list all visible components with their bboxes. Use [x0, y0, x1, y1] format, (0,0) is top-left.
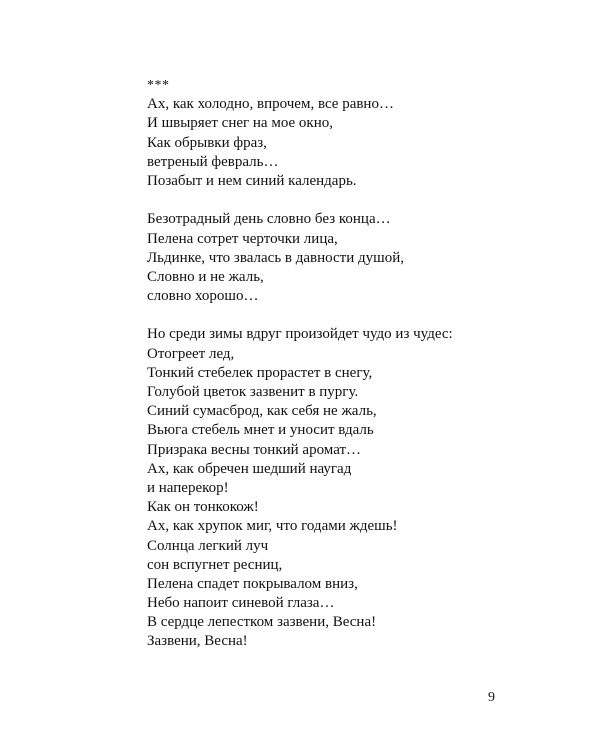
poem-line: Пелена сотрет черточки лица, — [147, 230, 338, 247]
poem-line: Небо напоит синевой глаза… — [147, 595, 335, 612]
poem-line: Как обрывки фраз, — [147, 134, 267, 151]
section-separator: *** — [147, 78, 170, 93]
poem-line: И швыряет снег на мое окно, — [147, 115, 333, 132]
poem-text — [147, 76, 567, 652]
poem-line: Как он тонкокож! — [147, 499, 259, 516]
poem-line: Позабыт и нем синий календарь. — [147, 172, 357, 189]
poem-line: Солнца легкий луч — [147, 537, 269, 554]
poem-line: Тонкий стебелек прорастет в снегу, — [147, 364, 373, 381]
poem-line: Ах, как хрупок миг, что годами ждешь! — [147, 518, 398, 535]
poem-line: Льдинке, что звалась в давности душой, — [147, 249, 404, 266]
poem-line: В сердце лепестком зазвени, Весна! — [147, 614, 377, 631]
poem-line: Ах, как обречен шедший наугад — [147, 460, 352, 477]
poem-line: Отогреет лед, — [147, 345, 235, 362]
poem-line: Безотрадный день словно без конца… — [147, 211, 391, 228]
stanza-3 — [147, 325, 567, 651]
poem-line: Призрака весны тонкий аромат… — [147, 441, 362, 458]
poem-line: Синий сумасброд, как себя не жаль, — [147, 403, 377, 420]
poem-line: словно хорошо… — [147, 288, 259, 305]
poem-line: Словно и не жаль, — [147, 268, 264, 285]
poem-line: Ах, как холодно, впрочем, все равно… — [147, 96, 394, 113]
poem-line: ветреный февраль… — [147, 153, 279, 170]
page-number: 9 — [488, 690, 495, 705]
poem-line: сон вспугнет ресниц, — [147, 556, 283, 573]
poem-line: и наперекор! — [147, 479, 229, 496]
poem-line: Но среди зимы вдруг произойдет чудо из чудес: — [147, 326, 453, 343]
poem-line: Пелена спадет покрывалом вниз, — [147, 575, 358, 592]
stanza-2 — [147, 210, 567, 306]
poem-line: Вьюга стебель мнет и уносит вдаль — [147, 422, 374, 439]
poem-line: Зазвени, Весна! — [147, 633, 248, 650]
poem-line: Голубой цветок зазвенит в пургу. — [147, 384, 359, 400]
stanza-1 — [147, 95, 567, 191]
